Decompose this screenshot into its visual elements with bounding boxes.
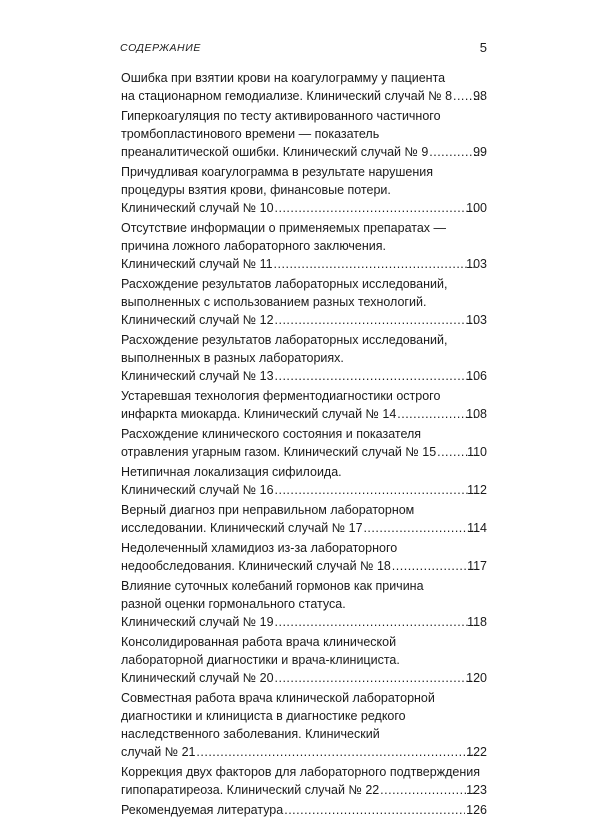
toc-entry-title-end: Клинический случай № 12 <box>121 313 274 327</box>
toc-entry-title-line: Консолидированная работа врача клинической <box>121 635 397 649</box>
toc-entry-title-line: наследственного заболевания. Клинический <box>121 727 380 741</box>
toc-entry-title-line: Недолеченный хламидиоз из-за лабораторного <box>121 541 398 555</box>
toc-entry-title-end: Клинический случай № 13 <box>121 369 274 383</box>
toc-entry-title-end: гипопаратиреоза. Клинический случай № 22 <box>121 783 380 797</box>
toc-entry[interactable] <box>0 501 487 537</box>
toc-entry-last-line <box>121 367 487 385</box>
toc-entry-title-line: выполненных в разных лабораториях. <box>121 351 344 365</box>
toc-entry-title-end: случай № 21 <box>121 745 196 759</box>
dot-leader <box>284 801 465 819</box>
toc-entry-title-line: Нетипичная локализация сифилоида. <box>121 465 342 479</box>
toc-entry-last-line <box>121 743 487 761</box>
toc-entry-title-line: Совместная работа врача клинической лабораторной <box>121 691 435 705</box>
toc-entry-title-line: Коррекция двух факторов для лабораторного подтверждения <box>121 765 480 779</box>
toc-entry[interactable] <box>0 763 487 799</box>
toc-entry-title-end: недообследования. Клинический случай № 18 <box>121 559 391 573</box>
toc-entry[interactable] <box>0 219 487 273</box>
toc-entry-title-end: исследовании. Клинический случай № 17 <box>121 521 363 535</box>
toc-page-number: 118 <box>467 615 487 629</box>
toc-entry-title-line: Ошибка при взятии крови на коагулограмму у пациента <box>121 71 446 85</box>
toc-entry-title-line: лабораторной диагностики и врача-клинициста. <box>121 653 400 667</box>
dot-leader <box>197 743 478 761</box>
toc-entry-title-line: Гиперкоагуляция по тесту активированного частичного <box>121 109 441 123</box>
toc-entry-title-end: преаналитической ошибки. Клинический случай № 9 <box>121 145 429 159</box>
toc-entry-last-line <box>121 405 487 423</box>
toc-entry[interactable] <box>0 539 487 575</box>
toc-page-number: 100 <box>466 201 487 215</box>
dot-leader <box>392 557 478 575</box>
toc-entry-title-line: Устаревшая технология ферментодиагностики острого <box>121 389 441 403</box>
table-of-contents <box>0 69 600 819</box>
toc-entry-last-line <box>121 557 487 575</box>
dot-leader <box>275 367 478 385</box>
toc-page-number: 108 <box>466 407 487 421</box>
toc-page-number: 120 <box>466 671 487 685</box>
toc-entry-title-end: отравления угарным газом. Клинический случай № 15 <box>121 445 437 459</box>
toc-entry-last-line <box>121 255 487 273</box>
toc-entry[interactable] <box>0 577 487 631</box>
toc-entry[interactable] <box>0 387 487 423</box>
toc-page-number: 122 <box>466 745 487 759</box>
toc-entry-last-line <box>121 669 487 687</box>
toc-entry-title-line: разной оценки гормонального статуса. <box>121 597 346 611</box>
toc-entry-title-line: Расхождение клинического состояния и показателя <box>121 427 422 441</box>
toc-entry-title-end: инфаркта миокарда. Клинический случай № 14 <box>121 407 397 421</box>
toc-entry-title-line: процедуры взятия крови, финансовые потери. <box>121 183 391 197</box>
dot-leader <box>275 613 478 631</box>
toc-entry-title-end: Клинический случай № 16 <box>121 483 274 497</box>
toc-entry-title-line: Влияние суточных колебаний гормонов как причина <box>121 579 424 593</box>
toc-entry-last-line <box>121 481 487 499</box>
toc-entry[interactable] <box>0 69 487 105</box>
dot-leader <box>275 669 478 687</box>
toc-page-number: 114 <box>467 521 487 535</box>
dot-leader <box>274 255 478 273</box>
dot-leader <box>364 519 479 537</box>
toc-entry-last-line <box>121 143 487 161</box>
toc-entry[interactable] <box>0 163 487 217</box>
dot-leader <box>275 481 478 499</box>
toc-entry[interactable] <box>0 633 487 687</box>
toc-entry-title-line: Верный диагноз при неправильном лабораторном <box>121 503 415 517</box>
toc-entry-last-line <box>121 311 487 329</box>
toc-page-number: 103 <box>466 257 487 271</box>
dot-leader <box>275 199 478 217</box>
toc-entry[interactable] <box>0 331 487 385</box>
toc-entry-title-line: Расхождение результатов лабораторных исследований, <box>121 277 448 291</box>
toc-page-number: 123 <box>466 783 487 797</box>
toc-entry-last-line <box>121 519 487 537</box>
toc-entry-title: Рекомендуемая литература <box>121 803 284 817</box>
toc-page-number: 112 <box>467 483 487 497</box>
toc-page-number: 117 <box>467 559 487 573</box>
toc-entry-last-line <box>121 199 487 217</box>
toc-entry-title-line: Причудливая коагулограмма в результате нарушения <box>121 165 433 179</box>
toc-entry[interactable] <box>0 463 487 499</box>
toc-page-number: 103 <box>466 313 487 327</box>
dot-leader <box>275 311 478 329</box>
page-number: 5 <box>479 40 487 55</box>
toc-entry-last-line <box>121 87 487 105</box>
toc-entry-title-end: Клинический случай № 19 <box>121 615 274 629</box>
toc-entry-title-line: диагностики и клинициста в диагностике редкого <box>121 709 406 723</box>
toc-entry-title-end: Клинический случай № 20 <box>121 671 274 685</box>
toc-entry[interactable] <box>0 689 487 761</box>
toc-entry-title-end: на стационарном гемодиализе. Клинический случай № 8 <box>121 89 453 103</box>
toc-entry-last-line <box>121 781 487 799</box>
toc-entry[interactable] <box>0 425 487 461</box>
toc-entry-last-line <box>121 443 487 461</box>
toc-entry-title-line: Отсутствие информации о применяемых препаратах — <box>121 221 447 235</box>
dot-leader <box>380 781 477 799</box>
toc-entry-title-line: выполненных с использованием разных технологий. <box>121 295 427 309</box>
toc-entry-title-end: Клинический случай № 11 <box>121 257 273 271</box>
toc-entry-title-line: Расхождение результатов лабораторных исследований, <box>121 333 448 347</box>
toc-page-number: 126 <box>466 803 487 817</box>
toc-entry-title-line: тромбопластинового времени — показатель <box>121 127 380 141</box>
toc-entry-title-end: Клинический случай № 10 <box>121 201 274 215</box>
toc-entry[interactable] <box>0 275 487 329</box>
toc-page-number: 99 <box>473 145 487 159</box>
running-head: СОДЕРЖАНИЕ <box>120 42 201 54</box>
toc-entry-last-line <box>121 613 487 631</box>
toc-entry-last-line <box>121 801 487 819</box>
toc-entry-title-line: причина ложного лабораторного заключения. <box>121 239 387 253</box>
toc-entry-references[interactable] <box>0 801 487 819</box>
toc-page-number: 110 <box>467 445 487 459</box>
toc-page-number: 106 <box>466 369 487 383</box>
toc-entry[interactable] <box>0 107 487 161</box>
toc-page-number: 98 <box>473 89 487 103</box>
